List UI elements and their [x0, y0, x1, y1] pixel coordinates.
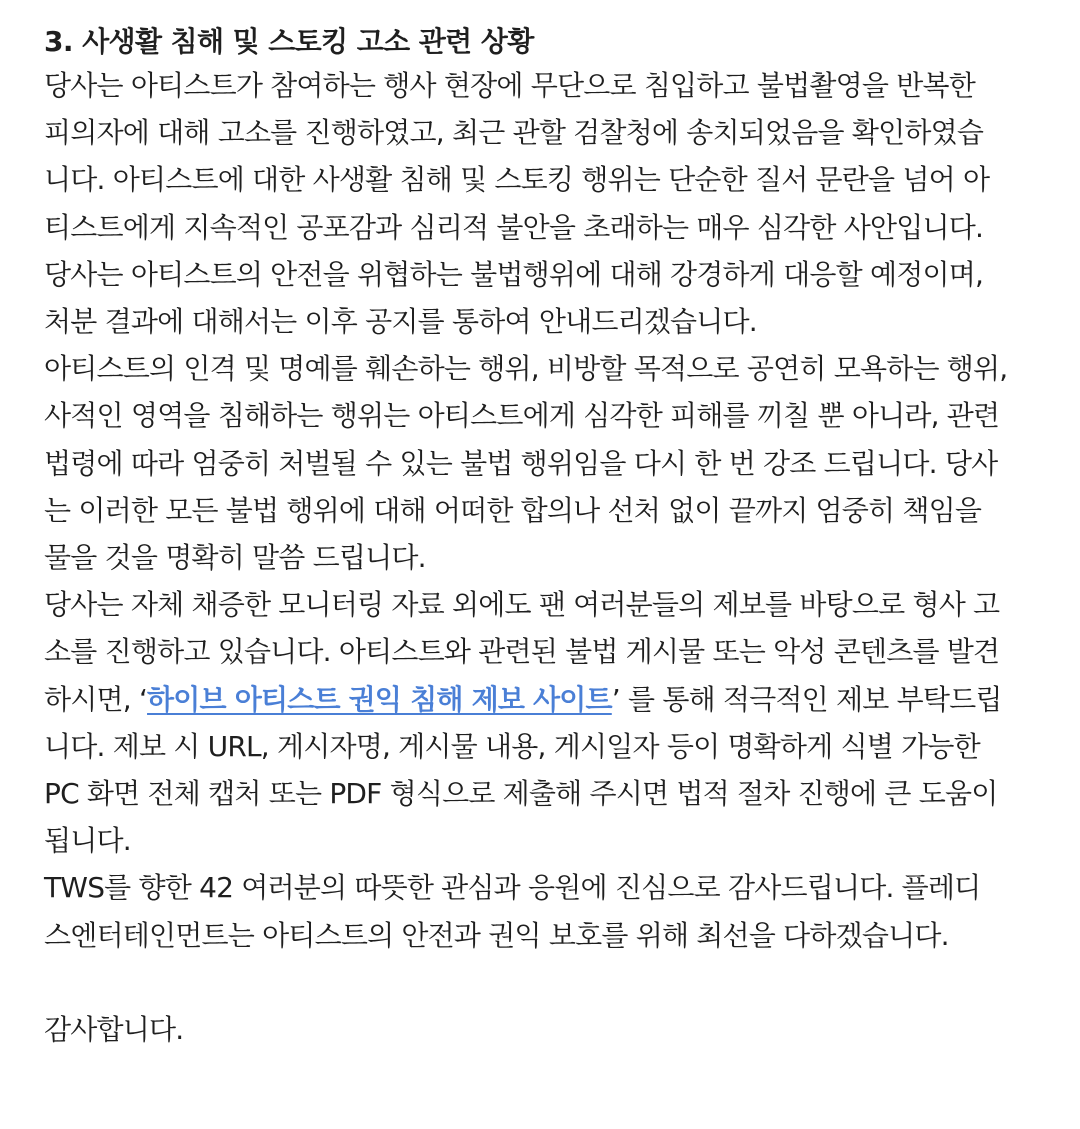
paragraph-spacer [44, 959, 1036, 1006]
text-line-with-link [44, 676, 1036, 723]
paragraph-thanks [44, 864, 1036, 958]
section-heading: 3. 사생활 침해 및 스토킹 고소 관련 상황 [44, 25, 534, 58]
text-line: 당사는 자체 채증한 모니터링 자료 외에도 팬 여러분들의 제보를 바탕으로 형사 고 [44, 588, 1000, 622]
text-line: 티스트에게 지속적인 공포감과 심리적 불안을 초래하는 매우 심각한 사안입니다. [44, 210, 984, 244]
paragraph-legal-action [44, 62, 1036, 345]
paragraph-warning [44, 345, 1036, 581]
text-line: 당사는 아티스트의 안전을 위협하는 불법행위에 대해 강경하게 대응할 예정이며, [44, 257, 984, 291]
text-line: 니다. 아티스트에 대한 사생활 침해 및 스토킹 행위는 단순한 질서 문란을 넘어 아 [44, 163, 990, 197]
link-suffix: ’ 를 통해 적극적인 제보 부탁드립 [611, 682, 1002, 716]
text-line: 처분 결과에 대해서는 이후 공지를 통하여 안내드리겠습니다. [44, 305, 757, 339]
closing-text: 감사합니다. [44, 1012, 184, 1046]
text-line: 됩니다. [44, 824, 131, 858]
report-site-link[interactable]: 하이브 아티스트 권익 침해 제보 사이트 [147, 682, 612, 716]
text-line: 법령에 따라 엄중히 처벌될 수 있는 불법 행위임을 다시 한 번 강조 드립니다. 당사 [44, 446, 998, 480]
text-line: 물을 것을 명확히 말씀 드립니다. [44, 541, 426, 575]
text-line: 당사는 아티스트가 참여하는 행사 현장에 무단으로 침입하고 불법촬영을 반복한 [44, 69, 975, 102]
text-line: 는 이러한 모든 불법 행위에 대해 어떠한 합의나 선처 없이 끝까지 엄중히 책임을 [44, 493, 982, 527]
text-line: TWS를 향한 42 여러분의 따뜻한 관심과 응원에 진심으로 감사드립니다. 플레디 [44, 871, 981, 905]
text-line: 소를 진행하고 있습니다. 아티스트와 관련된 불법 게시물 또는 악성 콘텐츠를 발견 [44, 635, 1000, 669]
text-line: 니다. 제보 시 URL, 게시자명, 게시물 내용, 게시일자 등이 명확하게 식별 가능한 [44, 729, 980, 763]
text-line: 아티스트의 인격 및 명예를 훼손하는 행위, 비방할 목적으로 공연히 모욕하는 행위, [44, 352, 1008, 386]
paragraph-report-request [44, 581, 1036, 864]
text-line: 스엔터테인먼트는 아티스트의 안전과 권익 보호를 위해 최선을 다하겠습니다. [44, 918, 949, 952]
link-prefix: 하시면, ‘ [44, 682, 148, 716]
text-line: 사적인 영역을 침해하는 행위는 아티스트에게 심각한 피해를 끼칠 뿐 아니라, 관련 [44, 399, 1000, 433]
text-line: PC 화면 전체 캡처 또는 PDF 형식으로 제출해 주시면 법적 절차 진행에 큰 도움이 [44, 777, 998, 811]
text-line: 피의자에 대해 고소를 진행하였고, 최근 관할 검찰청에 송치되었음을 확인하였습 [44, 116, 984, 150]
